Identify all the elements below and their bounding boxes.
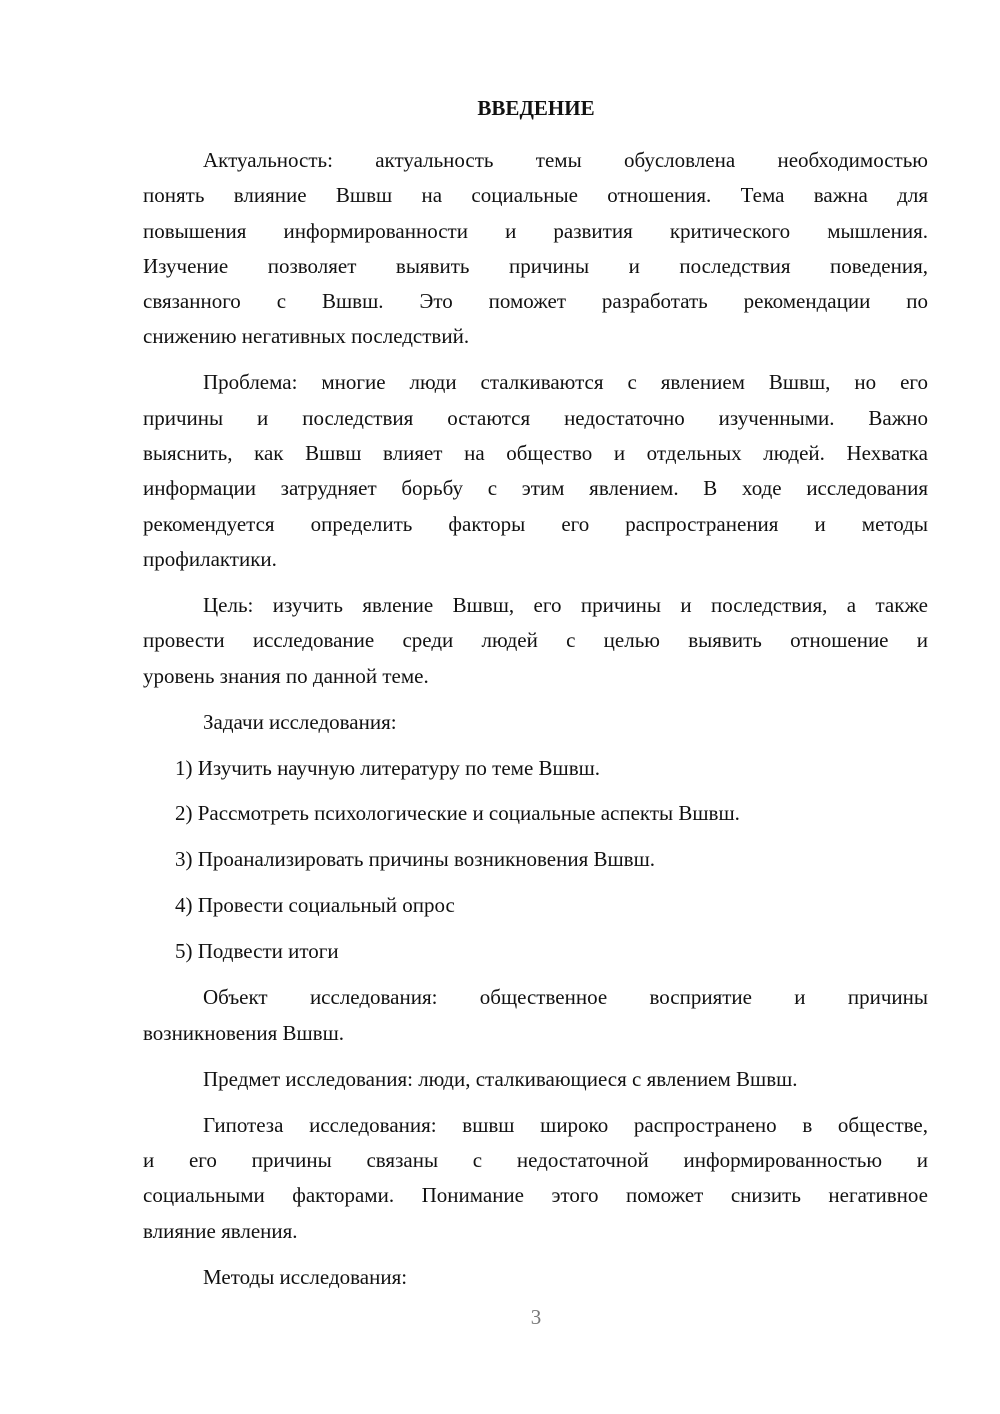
paragraph-line: информации затрудняет борьбу с этим явлением. В ходе исследования [143,476,928,501]
tasks-list [143,751,928,970]
paragraph [143,980,928,1051]
paragraph-line: провести исследование среди людей с целью выявить отношение и [143,628,928,653]
paragraph-line: связанного с Вшвш. Это поможет разработать рекомендации по [143,289,928,314]
task-item: 3) Проанализировать причины возникновения Вшвш. [175,847,656,872]
paragraph-line: Цель: изучить явление Вшвш, его причины и последствия, а также [203,592,928,617]
paragraph [143,1062,928,1097]
paragraph-line: Актуальность: актуальность темы обусловлена необходимостью [203,148,928,172]
paragraph-line: Изучение позволяет выявить причины и последствия поведения, [143,253,928,278]
paragraph-line: и его причины связаны с недостаточной информированностью и [143,1147,928,1172]
paragraph-line: Объект исследования: общественное восприятие и причины [203,985,928,1010]
research-paragraphs [143,980,928,1248]
paragraph-line: уровень знания по данной теме. [143,663,429,688]
paragraph-line: влияние явления. [143,1218,298,1243]
paragraph [143,143,928,355]
paragraph-line: снижению негативных последствий. [143,324,470,349]
document-body [143,143,928,1306]
tasks-heading: Задачи исследования: [203,709,397,734]
paragraph [143,588,928,694]
section-title: ВВЕДЕНИЕ [477,96,595,120]
task-item: 2) Рассмотреть психологические и социальные аспекты Вшвш. [175,801,740,826]
paragraph-line: рекомендуется определить факторы его распространения и методы [143,511,928,536]
paragraph-line: понять влияние Вшвш на социальные отношения. Тема важна для [143,183,928,208]
task-item: 5) Подвести итоги [175,939,339,964]
paragraph-line: выяснить, как Вшвш влияет на общество и отдельных людей. Нехватка [143,441,928,466]
paragraph-line: повышения информированности и развития критического мышления. [143,218,928,243]
paragraph-line: Предмет исследования: люди, сталкивающиеся с явлением Вшвш. [203,1066,798,1091]
paragraph-line: социальными факторами. Понимание этого поможет снизить негативное [143,1183,928,1208]
task-item: 4) Провести социальный опрос [175,893,455,918]
paragraph-line: Проблема: многие люди сталкиваются с явлением Вшвш, но его [203,370,928,395]
methods-heading: Методы исследования: [203,1264,408,1289]
paragraph-line: Гипотеза исследования: вшвш широко распространено в обществе, [203,1112,928,1137]
paragraph-line: причины и последствия остаются недостаточно изученными. Важно [143,405,928,430]
task-item: 1) Изучить научную литературу по теме Вшвш. [175,755,601,780]
paragraph [143,1108,928,1249]
paragraph-line: возникновения Вшвш. [143,1020,344,1045]
page-number: 3 [530,1305,542,1329]
intro-paragraphs [143,143,928,694]
paragraph [143,365,928,577]
paragraph-line: профилактики. [143,546,277,571]
